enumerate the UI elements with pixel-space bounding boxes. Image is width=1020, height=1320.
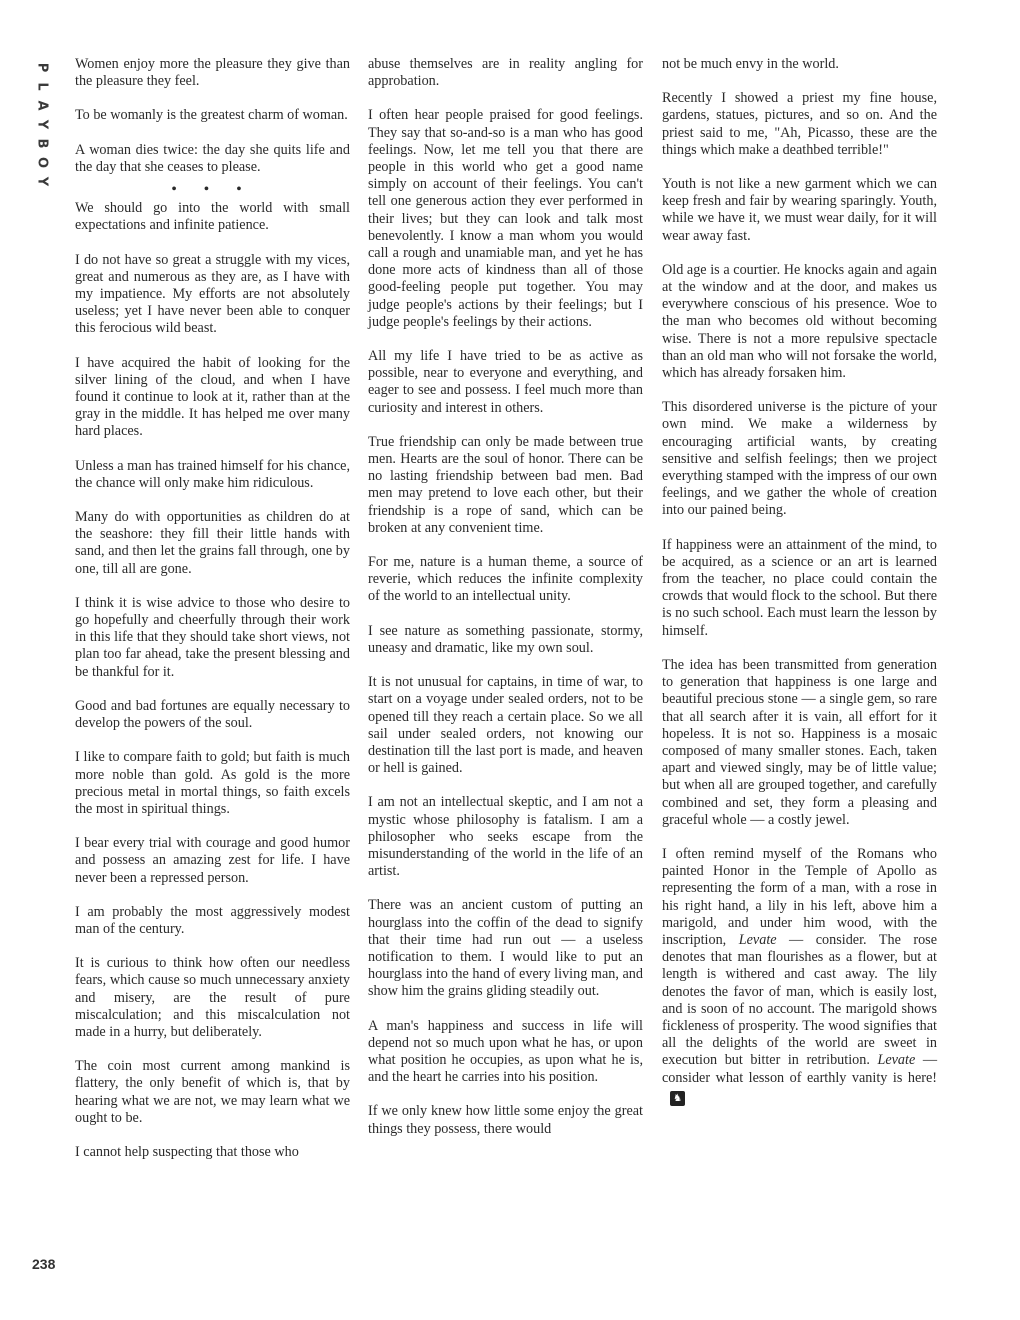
magazine-vertical-logo	[34, 58, 50, 191]
logo-letter: B	[34, 138, 50, 149]
inscription-italic: Levate	[738, 931, 777, 948]
quote-paragraph: There was an ancient custom of putting an hourglass into the coffin of the dead to signify that their time had run out — a useless notification to them. I would like to put an hourglass into the hand of every living man, and show him the grains gliding steadily out.	[368, 897, 643, 1000]
quote-paragraph: Youth is not like a new garment which we can keep fresh and fair by wearing sparingly. Youth, while we have it, we must wear daily, for it will wear away fast.	[662, 176, 937, 244]
text-run: — consider. The rose denotes that man flourishes as a flower, but at length is withered and cast away. The lily denotes the favor of man, which is easily lost, and is soon of no account. The marigold shows fickleness of prosperity. The wood signifies that all the delights of the world are sweet in execution but bitter in retribution.	[662, 931, 938, 1069]
quote-paragraph-final	[662, 846, 937, 1106]
inscription-italic: Levate	[877, 1052, 916, 1069]
quote-paragraph: Old age is a courtier. He knocks again and again at the window and at the door, and makes us everywhere conscious of his presence. Woe to the man who becomes old without becoming wise. There is not a more repulsive spectacle than an old man who will not forsake the world, which has already forsaken him.	[662, 261, 937, 382]
quote-paragraph: A woman dies twice: the day she quits life and the day that she ceases to please.	[75, 141, 350, 175]
quote-paragraph: All my life I have tried to be as active as possible, near to everyone and everything, and eager to see and possess. I feel much more than curiosity and interest in others.	[368, 348, 643, 416]
quote-paragraph: It is not unusual for captains, in time of war, to start on a voyage under sealed orders, not to be opened till they reach a certain place. So we all sail under sealed orders, not knowing our destination till the last port is made, and heaven or hell is gained.	[368, 674, 643, 777]
quote-paragraph: A man's happiness and success in life will depend not so much upon what he has, or upon what position he occupies, as upon what he is, and the heart he carries into his position.	[368, 1017, 643, 1086]
quote-paragraph: I am not an intellectual skeptic, and I am not a mystic whose philosophy is fatalism. I am a philosopher who seeks escape from the misunderstanding of the world in the life of an artist.	[368, 794, 643, 880]
quote-paragraph: I cannot help suspecting that those who	[75, 1143, 299, 1160]
quote-paragraph: abuse themselves are in reality angling for approbation.	[368, 56, 643, 90]
quote-paragraph: I bear every trial with courage and good humor and possess an amazing zest for life. I have never been a repressed person.	[75, 835, 350, 886]
logo-letter: Y	[34, 119, 50, 130]
logo-letter: O	[34, 156, 50, 169]
quote-paragraph: To be womanly is the greatest charm of woman.	[75, 107, 348, 124]
column-2	[368, 56, 643, 1138]
quote-paragraph: Good and bad fortunes are equally necessary to develop the powers of the soul.	[75, 697, 350, 732]
rabbit-head-end-mark-icon: ♞	[670, 1091, 685, 1106]
quote-paragraph: I think it is wise advice to those who desire to go hopefully and cheerfully through their work in this life that they should take short views, not plan too far ahead, take the present blessing and be thankful for it.	[75, 594, 350, 680]
quote-paragraph: Unless a man has trained himself for his chance, the chance will only make him ridiculous.	[75, 457, 350, 491]
logo-letter: Y	[34, 176, 50, 187]
page-number: 238	[32, 1256, 56, 1272]
quote-paragraph: I see nature as something passionate, stormy, uneasy and dramatic, like my own soul.	[368, 622, 643, 656]
quote-paragraph: I have acquired the habit of looking for the silver lining of the cloud, and when I have found it continue to look at it, rather than at the gray in the middle. It has helped me over many hard places.	[75, 354, 350, 440]
logo-letter: P	[34, 62, 50, 73]
quote-paragraph: I like to compare faith to gold; but faith is much more noble than gold. As gold is the more precious metal in mortal things, so faith excels the most in spiritual things.	[75, 749, 350, 817]
quote-paragraph: Many do with opportunities as children do at the seashore: they fill their little hands with sand, and then let the grains fall through, one by one, till all are gone.	[75, 509, 350, 577]
logo-letter: L	[34, 82, 50, 91]
quote-paragraph: not be much envy in the world.	[662, 56, 839, 72]
quote-paragraph: It is curious to think how often our needless fears, which cause so much unnecessary anxiety and misery, are the result of pure miscalculation; and this miscalculation not made in a hurry, but deliberately.	[75, 955, 350, 1040]
quote-paragraph: If we only knew how little some enjoy the great things they possess, there would	[368, 1103, 643, 1137]
quote-paragraph: We should go into the world with small expectations and infinite patience.	[75, 200, 350, 234]
quote-paragraph: The idea has been transmitted from generation to generation that happiness is one large and beautiful precious stone — a single gem, so rare that all search after it is vain, all effort for it hopeless. It is not so. Happiness is a mosaic composed of many smaller stones. Each, taken apart and viewed singly, may be of little value; but when all are grouped together, and carefully combined and set, they form a pleasing and graceful whole — a costly jewel.	[662, 656, 937, 828]
quote-paragraph: This disordered universe is the picture of your own mind. We make a wilderness by encouraging artificial wants, by creating sensitive and selfish feelings; then we project everything stamped with the impress of our own feelings, and we gather the whole of creation into our pained being.	[662, 399, 937, 519]
quote-paragraph: Women enjoy more the pleasure they give than the pleasure they feel.	[75, 56, 350, 90]
quote-paragraph: The coin most current among mankind is flattery, the only benefit of which is, that by hearing what we are not, we may learn what we ought to be.	[75, 1058, 350, 1126]
quote-paragraph: I often hear people praised for good feelings. They say that so-and-so is a man who has good feelings. Now, let me tell you that there are people in this world who get a good name simply on account of their feelings. You can't tell one generous action they ever performed in their lives; but they can look and talk most benevolently. I know a man whom you would call a rough and unamiable man, and yet he has done more acts of kindness than all of those good-feeling people put together. You may judge people's actions by their feelings; but I judge people's feelings by their actions.	[368, 107, 643, 330]
quote-paragraph: I am probably the most aggressively modest man of the century.	[75, 903, 350, 937]
column-3	[662, 56, 937, 1106]
quote-paragraph: I do not have so great a struggle with my vices, great and numerous as they are, as I have with my impatience. My efforts are not absolutely useless; yet I have never been able to conquer this ferocious wild beast.	[75, 251, 350, 337]
text-run: — consider what lesson of earthly vanity is here!	[662, 1052, 937, 1086]
logo-letter: A	[34, 100, 50, 111]
quote-paragraph: For me, nature is a human theme, a source of reverie, which reduces the infinite complexity of the world to an intellectual unity.	[368, 554, 643, 605]
quote-paragraph: If happiness were an attainment of the mind, to be acquired, as a science or an art is learned from the teacher, no place could contain the crowds that would flock to the school. But there is no such school. Each must learn the lesson by himself.	[662, 536, 937, 639]
quote-paragraph: Recently I showed a priest my fine house, gardens, statues, pictures, and so on. And the priest said to me, "Ah, Picasso, these are the things which make a deathbed terrible!"	[662, 90, 937, 158]
quote-paragraph: True friendship can only be made between true men. Hearts are the soul of honor. There can be no lasting friendship between bad men. Bad men may pretend to love each other, but their friendship is a rope of sand, which can be broken at any convenient time.	[368, 433, 643, 536]
section-divider: • • •	[171, 182, 254, 198]
column-1	[75, 56, 350, 1161]
text-run: I often remind myself of the Romans who painted Honor in the Temple of Apollo as representing the form of a man, with a rose in his right hand, a lily in his left, above him a marigold, and under him wood, with the inscription,	[662, 845, 937, 948]
